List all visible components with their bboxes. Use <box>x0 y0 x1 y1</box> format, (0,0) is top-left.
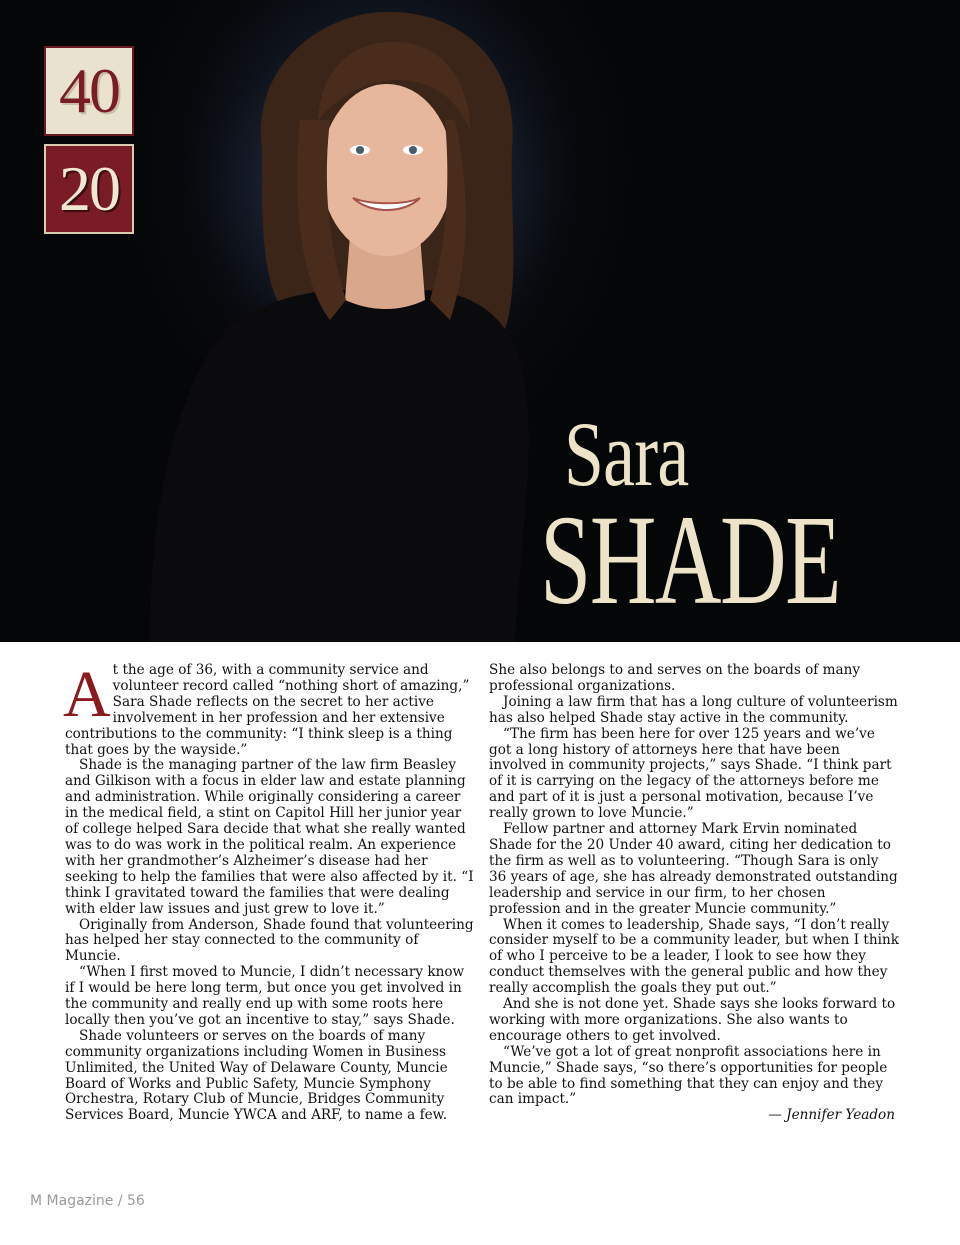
article-paragraph: “When I first moved to Muncie, I didn’t necessary know if I would be here long term, but once you get involved in the community and really end up with some roots here locally then you’ve got an incentive to stay,” says Shade. <box>65 964 465 1028</box>
article-paragraph: Shade is the managing partner of the law firm Beasley and Gilkison with a focus in elder law and estate planning and administration. While originally considering a career in the medical field, a stint on Capitol Hill her junior year of college helped Sara decide that what she really wanted was to do was work in the political realm. An experience with her grandmother’s Alzheimer’s disease had her seeking to help the families that were also affected by it. “I think I gravitated toward the families that were dealing with elder law issues and just grew to love it.” <box>65 757 474 917</box>
badge-20 <box>44 144 134 234</box>
article-paragraph: Joining a law firm that has a long culture of volunteerism has also helped Shade stay active in the community. <box>489 693 898 726</box>
article-paragraph: Originally from Anderson, Shade found that volunteering has helped her stay connected to the community of Muncie. <box>65 916 474 965</box>
article-paragraph: Fellow partner and attorney Mark Ervin nominated Shade for the 20 Under 40 award, citing her dedication to the firm as well as to volunteering. “Though Sara is only 36 years of age, she has already demonstrated outstanding leadership and service in our firm, to her chosen profession and in the greater Muncie community.” <box>489 821 898 917</box>
name-first: Sara <box>564 403 689 505</box>
article-paragraph: “We’ve got a lot of great nonprofit associations here in Muncie,” Shade says, “so there’s opportunities for people to be able to find something that they can enjoy and they can impact.” <box>489 1043 888 1108</box>
article-paragraph: She also belongs to and serves on the boards of many professional organizations. <box>489 662 861 694</box>
article-column-right <box>489 663 899 1124</box>
drop-cap: A <box>63 658 111 731</box>
page-footer: M Magazine / 56 <box>30 1193 145 1209</box>
badge-20-number: 20 <box>59 153 119 224</box>
badge-40-number: 40 <box>59 55 119 126</box>
article-paragraph: “The firm has been here for over 125 years and we’ve got a long history of attorneys here that have been involved in community projects,” says Shade. “I think part of it is carrying on the legacy of the attorneys before me and part of it is just a personal motivation, because I’ve really grown to love Muncie.” <box>489 725 892 822</box>
article-paragraph: And she is not done yet. Shade says she looks forward to working with more organizations. She also wants to encourage others to get involved. <box>489 996 896 1044</box>
article-paragraph-text: t the age of 36, with a community service and volunteer record called “nothing short of amazing,” Sara Shade reflects on the secret to her active involvement in her profession and her extensive contributions to the community: “I think sleep is a thing that goes by the wayside.” <box>65 662 470 758</box>
badge-40 <box>44 46 134 136</box>
article-paragraph: When it comes to leadership, Shade says, “I don’t really consider myself to be a community leader, but when I think of who I perceive to be a leader, I look to see how they conduct themselves with the general public and how they really accomplish the goals they put out.” <box>489 916 899 997</box>
name-last: SHADE <box>540 489 841 631</box>
byline: — Jennifer Yeadon <box>768 1107 895 1124</box>
article-paragraph: Shade volunteers or serves on the boards of many community organizations including Women in Business Unlimited, the United Way of Delaware County, Muncie Board of Works and Public Safety, Muncie Symphony Orchestra, Rotary Club of Muncie, Bridges Community Services Board, Muncie YWCA and ARF, to name a few. <box>65 1027 448 1124</box>
article-column-left <box>63 658 475 1124</box>
article-paragraph <box>63 658 475 758</box>
